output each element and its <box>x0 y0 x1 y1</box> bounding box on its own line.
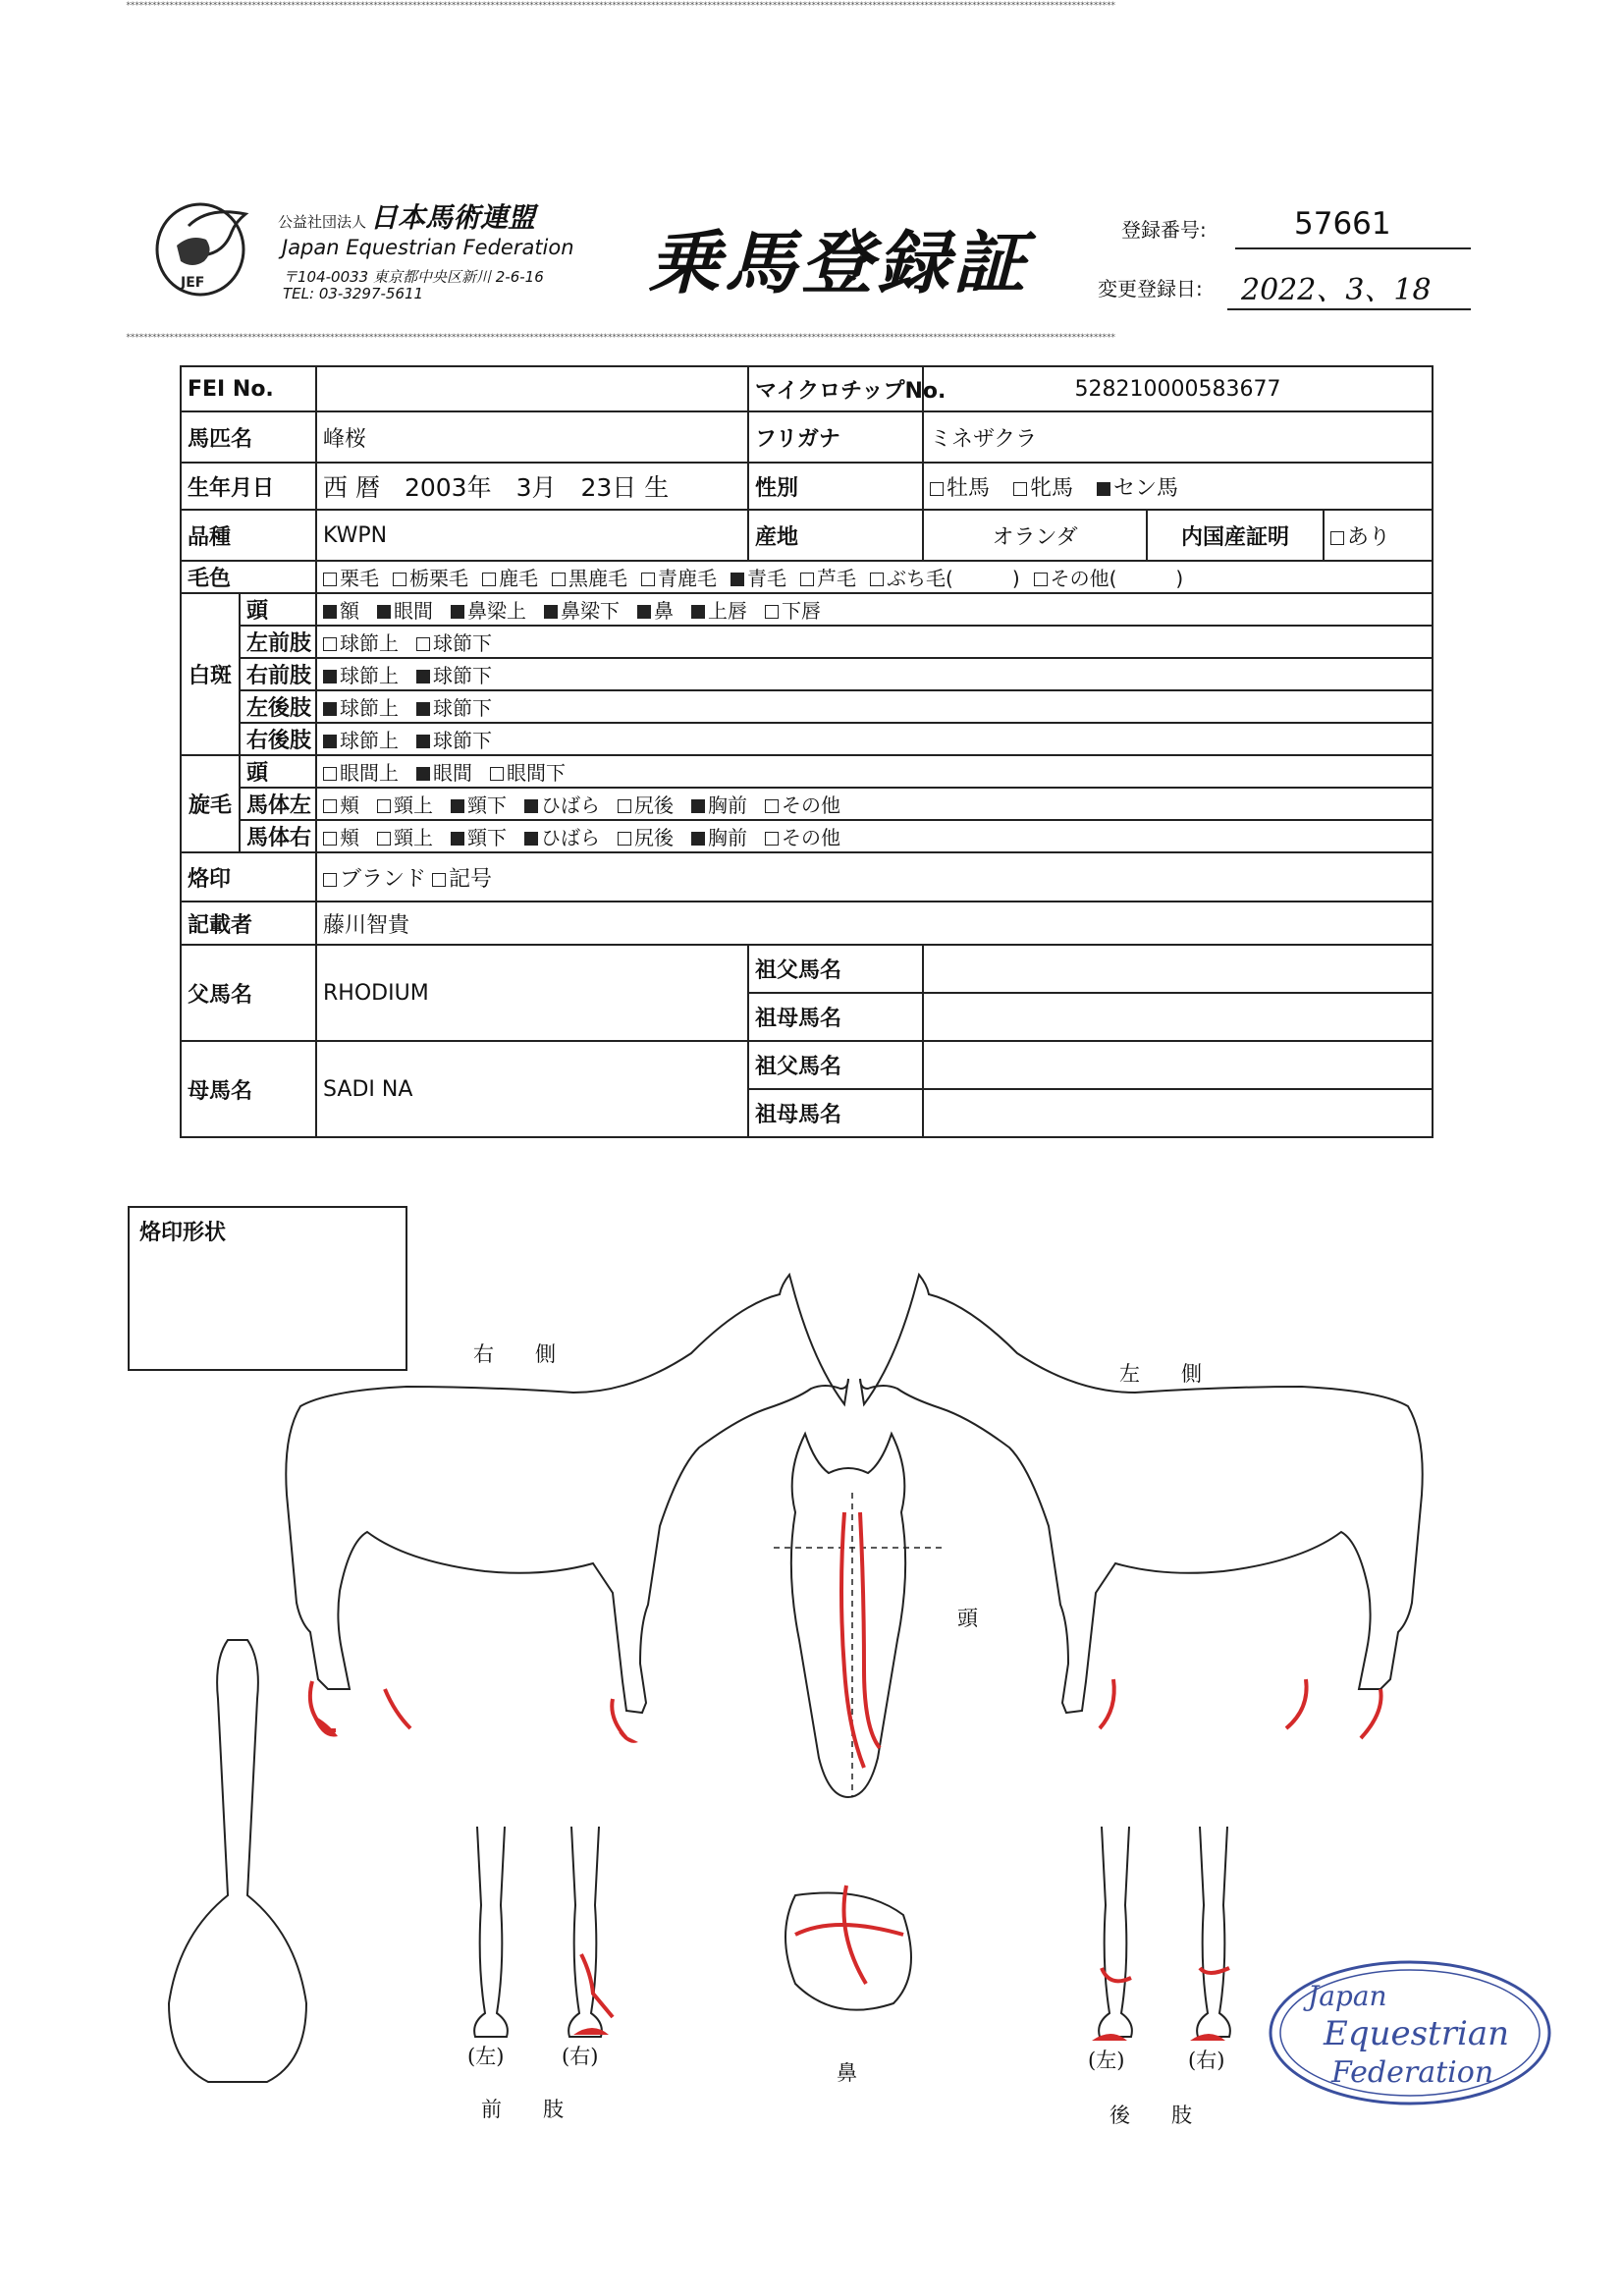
checkbox-option: 胸前 <box>691 822 747 850</box>
checkbox-option: 頸上 <box>377 790 433 818</box>
row-options <box>316 690 1433 723</box>
checked-box-icon <box>451 605 464 619</box>
whorls <box>181 755 1433 852</box>
checkbox-option: ひばら <box>524 790 600 818</box>
coat-options <box>316 561 1433 593</box>
checkbox-option: 下唇 <box>765 595 821 624</box>
breed-label: 品種 <box>181 510 316 561</box>
checkbox-option: セン馬 <box>1097 471 1178 502</box>
svg-text:Japan: Japan <box>1308 1980 1387 2012</box>
hind-left-leg-outline <box>1099 1827 1132 2037</box>
checkbox-option: 記号 <box>432 862 492 893</box>
unchecked-box-icon <box>393 573 406 586</box>
nose-label: 鼻 <box>837 2061 857 2085</box>
checkbox-option: ひばら <box>524 822 600 850</box>
group-label: 旋毛 <box>181 755 240 852</box>
unchecked-box-icon <box>765 832 779 846</box>
org-tel: TEL: 03-3297-5611 <box>283 285 424 302</box>
checkbox-option: 球節下 <box>416 660 492 688</box>
domestic-label: 内国産証明 <box>1147 510 1324 561</box>
checkbox-option: 眼間 <box>377 595 433 624</box>
checked-box-icon <box>730 573 744 586</box>
unchecked-box-icon <box>870 573 884 586</box>
document-title: 乗馬登録証 <box>648 222 1030 303</box>
checkbox-option: ぶち毛( ) <box>870 563 1020 591</box>
checkbox-option: 尻後 <box>618 790 674 818</box>
sire-value: RHODIUM <box>316 945 748 1041</box>
checkbox-option: 球節下 <box>416 692 492 721</box>
row-options <box>316 755 1433 788</box>
row-part-label: 頭 <box>240 593 316 626</box>
right-side-horse-outline <box>286 1275 848 1713</box>
checkbox-option: 鹿毛 <box>482 563 538 591</box>
checkbox-option: 牡馬 <box>930 471 990 502</box>
unchecked-box-icon <box>323 832 337 846</box>
right-side-label: 右 側 <box>473 1342 556 1366</box>
front-right-leg-outline <box>568 1827 602 2037</box>
furigana-value: ミネザクラ <box>923 411 1433 463</box>
sex-options <box>923 463 1433 510</box>
fei-label: FEI No. <box>181 366 316 411</box>
brand-options <box>316 852 1433 902</box>
org-address: 〒104-0033 東京都中央区新川 2-6-16 <box>283 268 544 286</box>
checkbox-option: 眼間下 <box>490 757 566 786</box>
checkbox-option: 球節上 <box>323 725 399 753</box>
unchecked-box-icon <box>1034 573 1048 586</box>
unchecked-box-icon <box>377 799 391 813</box>
checkbox-option: 頬 <box>323 822 359 850</box>
breed-value: KWPN <box>316 510 748 561</box>
checked-box-icon <box>416 702 430 716</box>
checkbox-option: 青毛 <box>730 563 786 591</box>
row-options <box>316 626 1433 658</box>
svg-text:Federation: Federation <box>1331 2055 1494 2090</box>
checkbox-option: 頸下 <box>451 790 507 818</box>
dam-grandsire-value <box>923 1041 1433 1089</box>
checkbox-option: 球節上 <box>323 660 399 688</box>
checkbox-option: 球節下 <box>416 628 492 656</box>
checkbox-option: 球節上 <box>323 692 399 721</box>
top-separator: ************************************************************************************************************************************************************************************************************************************ <box>126 1 1115 11</box>
checkbox-option: 鼻梁下 <box>544 595 620 624</box>
microchip-label: マイクロチップNo. <box>748 366 923 411</box>
unchecked-box-icon <box>323 799 337 813</box>
row-part-label: 右後肢 <box>240 723 316 755</box>
front-legs-label: 前 肢 <box>481 2098 564 2121</box>
checkbox-option: 頬 <box>323 790 359 818</box>
checked-box-icon <box>544 605 558 619</box>
unchecked-box-icon <box>618 832 631 846</box>
checked-box-icon <box>377 605 391 619</box>
checked-box-icon <box>691 605 705 619</box>
unchecked-box-icon <box>323 873 337 887</box>
org-name: 公益社団法人 日本馬術連盟 <box>278 201 536 234</box>
checkbox-option: 胸前 <box>691 790 747 818</box>
checked-box-icon <box>524 799 538 813</box>
checkbox-option: その他 <box>765 822 840 850</box>
checkbox-option: 眼間上 <box>323 757 399 786</box>
checked-box-icon <box>637 605 651 619</box>
unchecked-box-icon <box>482 573 496 586</box>
dam-granddam-label: 祖母馬名 <box>748 1089 923 1137</box>
bottom-separator: ************************************************************************************************************************************************************************************************************************************ <box>126 333 1115 343</box>
svg-text:Equestrian: Equestrian <box>1324 2014 1510 2053</box>
checkbox-option: 頸下 <box>451 822 507 850</box>
unchecked-box-icon <box>377 832 391 846</box>
front-right-label: (右) <box>562 2045 599 2068</box>
checkbox-option: 球節下 <box>416 725 492 753</box>
writer-value: 藤川智貴 <box>316 902 1433 945</box>
left-side-horse-outline <box>860 1275 1423 1713</box>
svg-text:JEF: JEF <box>181 275 205 291</box>
unchecked-box-icon <box>1013 482 1027 496</box>
group-label: 白斑 <box>181 593 240 755</box>
checkbox-option: 芦毛 <box>800 563 856 591</box>
row-options <box>316 593 1433 626</box>
sex-label: 性別 <box>748 463 923 510</box>
checkbox-option: 尻後 <box>618 822 674 850</box>
unchecked-box-icon <box>641 573 655 586</box>
checkbox-option: 額 <box>323 595 359 624</box>
head-front-outline <box>791 1434 905 1797</box>
checked-box-icon <box>323 670 337 683</box>
brand-label: 烙印 <box>181 852 316 902</box>
checkbox-option: ブランド <box>323 862 426 893</box>
jef-seal-stamp <box>1263 1954 1563 2111</box>
unchecked-box-icon <box>930 482 944 496</box>
checked-box-icon <box>691 799 705 813</box>
unchecked-box-icon <box>618 799 631 813</box>
coat-label: 毛色 <box>181 561 316 593</box>
unchecked-box-icon <box>323 767 337 781</box>
unchecked-box-icon <box>765 799 779 813</box>
checkbox-option: 鼻梁上 <box>451 595 526 624</box>
row-part-label: 馬体右 <box>240 820 316 852</box>
change-date-label: 変更登録日: <box>1098 277 1203 301</box>
unchecked-box-icon <box>323 573 337 586</box>
checked-box-icon <box>323 702 337 716</box>
writer-label: 記載者 <box>181 902 316 945</box>
row-options <box>316 723 1433 755</box>
fei-value <box>316 366 748 411</box>
checkbox-option: 球節上 <box>323 628 399 656</box>
checkbox-option: 上唇 <box>691 595 747 624</box>
name-label: 馬匹名 <box>181 411 316 463</box>
row-options <box>316 658 1433 690</box>
brand-shape-box: 烙印形状 <box>128 1206 407 1371</box>
left-side-label: 左 側 <box>1119 1362 1202 1386</box>
unchecked-box-icon <box>552 573 566 586</box>
hind-right-leg-outline <box>1197 1827 1230 2037</box>
front-left-label: (左) <box>467 2045 505 2068</box>
checkbox-option: 栃栗毛 <box>393 563 468 591</box>
hind-left-label: (左) <box>1088 2049 1125 2072</box>
front-left-leg-outline <box>474 1827 508 2037</box>
sire-label: 父馬名 <box>181 945 316 1041</box>
reg-no-label: 登録番号: <box>1121 218 1207 242</box>
hind-legs-label: 後 肢 <box>1109 2104 1192 2127</box>
org-name-en: Japan Equestrian Federation <box>282 236 574 259</box>
hind-right-label: (右) <box>1188 2049 1225 2072</box>
sire-grandsire-value <box>923 945 1433 993</box>
checked-box-icon <box>323 735 337 748</box>
unchecked-box-icon <box>765 605 779 619</box>
registration-form <box>180 365 1434 1138</box>
head-label: 頭 <box>957 1607 978 1630</box>
checked-box-icon <box>416 767 430 781</box>
domestic-option: あり <box>1324 510 1433 561</box>
checkbox-option: 栗毛 <box>323 563 379 591</box>
birth-value: 西 暦 2003年 3月 23日 生 <box>316 463 748 510</box>
checkbox-option: 眼間 <box>416 757 472 786</box>
sire-grandsire-label: 祖父馬名 <box>748 945 923 993</box>
dam-grandsire-label: 祖父馬名 <box>748 1041 923 1089</box>
furigana-label: フリガナ <box>748 411 923 463</box>
nose-outline <box>785 1893 911 2010</box>
checked-box-icon <box>691 832 705 846</box>
birth-label: 生年月日 <box>181 463 316 510</box>
origin-value: オランダ <box>923 510 1147 561</box>
white-markings <box>181 593 1433 755</box>
sire-granddam-value <box>923 993 1433 1041</box>
unchecked-box-icon <box>416 637 430 651</box>
unchecked-box-icon <box>432 873 446 887</box>
checkbox-option: 頸上 <box>377 822 433 850</box>
dam-label: 母馬名 <box>181 1041 316 1137</box>
checkbox-option: 鼻 <box>637 595 674 624</box>
checkbox-option: 青鹿毛 <box>641 563 717 591</box>
checked-box-icon <box>524 832 538 846</box>
horse-name: 峰桜 <box>316 411 748 463</box>
checkbox-option: 黒鹿毛 <box>552 563 627 591</box>
row-options <box>316 788 1433 820</box>
top-view-outline <box>169 1640 306 2082</box>
checked-box-icon <box>1097 482 1110 496</box>
dam-value: SADI NA <box>316 1041 748 1137</box>
jef-logo-icon <box>149 196 267 304</box>
change-date-value: 2022、3、18 <box>1241 273 1432 307</box>
checked-box-icon <box>416 735 430 748</box>
reg-no-value: 57661 <box>1294 206 1391 242</box>
row-part-label: 頭 <box>240 755 316 788</box>
checkbox-option: その他( ) <box>1034 563 1184 591</box>
checked-box-icon <box>416 670 430 683</box>
unchecked-box-icon <box>800 573 814 586</box>
row-part-label: 左前肢 <box>240 626 316 658</box>
checked-box-icon <box>451 799 464 813</box>
checkbox-option: 牝馬 <box>1013 471 1073 502</box>
row-part-label: 左後肢 <box>240 690 316 723</box>
row-options <box>316 820 1433 852</box>
origin-label: 産地 <box>748 510 923 561</box>
unchecked-box-icon <box>323 637 337 651</box>
unchecked-box-icon <box>490 767 504 781</box>
checked-box-icon <box>451 832 464 846</box>
sire-granddam-label: 祖母馬名 <box>748 993 923 1041</box>
row-part-label: 右前肢 <box>240 658 316 690</box>
microchip-value: 528210000583677 <box>923 366 1433 411</box>
checkbox-option: その他 <box>765 790 840 818</box>
dam-granddam-value <box>923 1089 1433 1137</box>
checked-box-icon <box>323 605 337 619</box>
row-part-label: 馬体左 <box>240 788 316 820</box>
